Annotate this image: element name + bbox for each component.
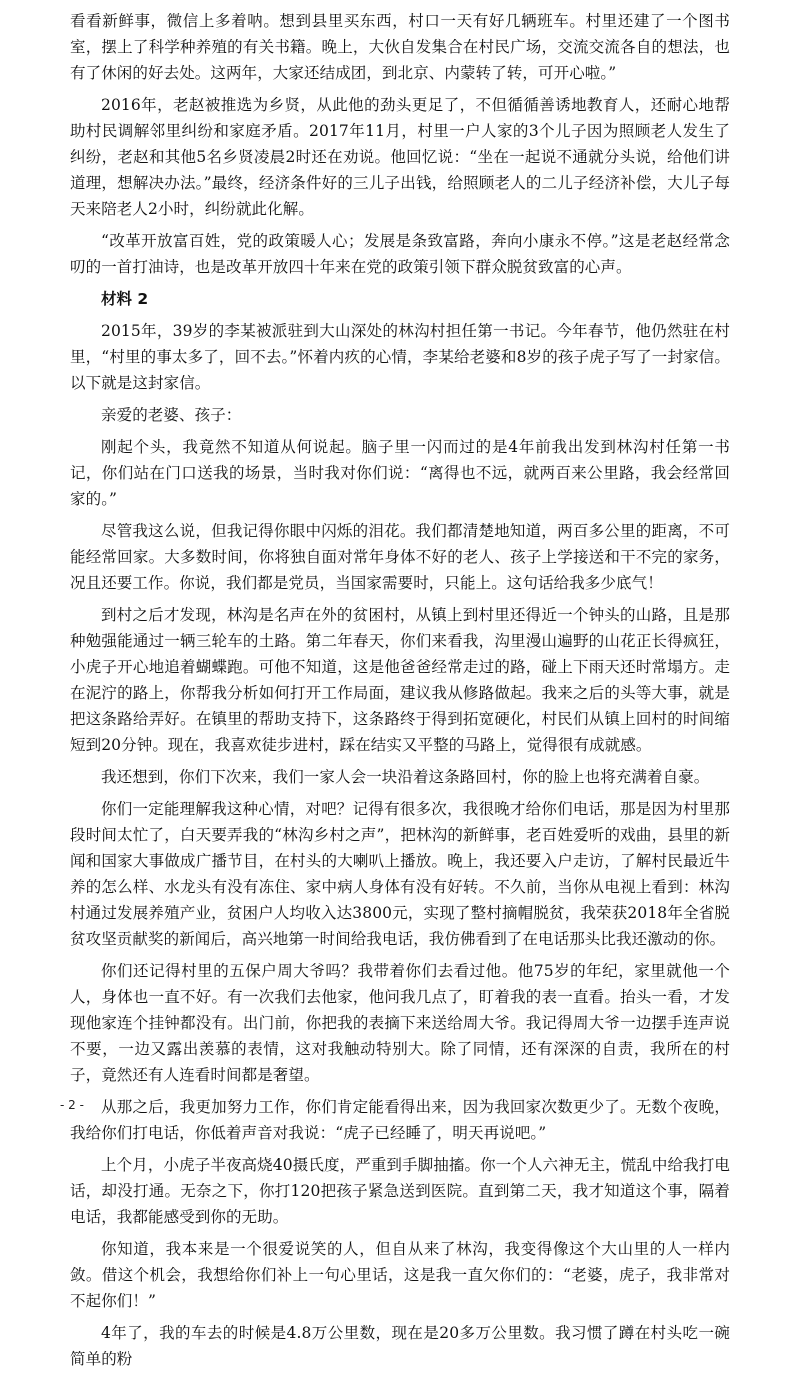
paragraph-continuation: 看看新鲜事，微信上多着呐。想到县里买东西，村口一天有好几辆班车。村里还建了一个图书室，摆上了科学种养殖的有关书籍。晚上，大伙自发集合在村民广场，交流交流各自的想法，也有了休闲的好去处。这两年，大家还结成团，到北京、内蒙转了转，可开心啦。”	[70, 12, 730, 82]
paragraph-doggerel-poem: “改革开放富百姓，党的政策暖人心；发展是条致富路，奔向小康永不停。”这是老赵经常念叨的一首打油诗，也是改革开放四十年来在党的政策引领下群众脱贫致富的心声。	[70, 232, 730, 276]
letter-salutation: 亲爱的老婆、孩子：	[101, 406, 242, 424]
letter-paragraph: 从那之后，我更加努力工作，你们肯定能看得出来，因为我回家次数更少了。无数个夜晚，我给你们打电话，你低着声音对我说：“虎子已经睡了，明天再说吧。”	[70, 1098, 730, 1142]
letter-paragraph: 到村之后才发现，林沟是名声在外的贫困村，从镇上到村里还得近一个钟头的山路，且是那种勉强能通过一辆三轮车的土路。第二年春天，你们来看我，沟里漫山遍野的山花正长得疯狂，小虎子开心地追着蝴蝶跑。可他不知道，这是他爸爸经常走过的路，碰上下雨天还时常塌方。走在泥泞的路上，你帮我分析如何打开工作局面，建议我从修路做起。我来之后的头等大事，就是把这条路给弄好。在镇里的帮助支持下，这条路终于得到拓宽硬化，村民们从镇上回村的时间缩短到20分钟。现在，我喜欢徒步进村，踩在结实又平整的马路上，觉得很有成就感。	[70, 606, 730, 754]
letter-paragraph: 你们还记得村里的五保户周大爷吗？我带着你们去看过他。他75岁的年纪，家里就他一个人，身体也一直不好。有一次我们去他家，他问我几点了，盯着我的表一直看。抬头一看，才发现他家连个挂钟都没有。出门前，你把我的表摘下来送给周大爷。我记得周大爷一边摆手连声说不要，一边又露出羡慕的表情，这对我触动特别大。除了同情，还有深深的自责，我所在的村子，竟然还有人连看时间都是奢望。	[70, 962, 730, 1084]
paragraph-intro: 2015年，39岁的李某被派驻到大山深处的林沟村担任第一书记。今年春节，他仍然驻在村里，“村里的事太多了，回不去。”怀着内疚的心情，李某给老婆和8岁的孩子虎子写了一封家信。以下就是这封家信。	[70, 322, 730, 392]
letter-paragraph: 我还想到，你们下次来，我们一家人会一块沿着这条路回村，你的脸上也将充满着自豪。	[101, 768, 710, 786]
letter-paragraph: 刚起个头，我竟然不知道从何说起。脑子里一闪而过的是4年前我出发到林沟村任第一书记，你们站在门口送我的场景，当时我对你们说：“离得也不远，就两百来公里路，我会经常回家的。”	[70, 438, 730, 508]
letter-paragraph: 尽管我这么说，但我记得你眼中闪烁的泪花。我们都清楚地知道，两百多公里的距离，不可能经常回家。大多数时间，你将独自面对常年身体不好的老人、孩子上学接送和干不完的家务，况且还要工作。你说，我们都是党员，当国家需要时，只能上。这句话给我多少底气！	[70, 522, 730, 592]
letter-paragraph: 你知道，我本来是一个很爱说笑的人，但自从来了林沟，我变得像这个大山里的人一样内敛。借这个机会，我想给你们补上一句心里话，这是我一直欠你们的：“老婆，虎子，我非常对不起你们！”	[70, 1240, 730, 1310]
letter-paragraph: 你们一定能理解我这种心情，对吧？记得有很多次，我很晚才给你们电话，那是因为村里那段时间太忙了，白天要弄我的“林沟乡村之声”，把林沟的新鲜事，老百姓爱听的戏曲，县里的新闻和国家大事做成广播节目，在村头的大喇叭上播放。晚上，我还要入户走访，了解村民最近牛养的怎么样、水龙头有没有冻住、家中病人身体有没有好转。不久前，当你从电视上看到：林沟村通过发展养殖产业，贫困户人均收入达3800元，实现了整村摘帽脱贫，我荣获2018年全省脱贫攻坚贡献奖的新闻后，高兴地第一时间给我电话，我仿佛看到了在电话那头比我还激动的你。	[70, 800, 730, 948]
letter-paragraph: 上个月，小虎子半夜高烧40摄氏度，严重到手脚抽搐。你一个人六神无主，慌乱中给我打电话，却没打通。无奈之下，你打120把孩子紧急送到医院。直到第二天，我才知道这个事，隔着电话，我都能感受到你的无助。	[70, 1156, 730, 1226]
letter-paragraph: 4年了，我的车去的时候是4.8万公里数，现在是20多万公里数。我习惯了蹲在村头吃一碗简单的粉	[70, 1324, 730, 1368]
page-number: - 2 -	[60, 1098, 84, 1112]
paragraph-village-elder: 2016年，老赵被推选为乡贤，从此他的劲头更足了，不但循循善诱地教育人，还耐心地帮助村民调解邻里纠纷和家庭矛盾。2017年11月，村里一户人家的3个儿子因为照顾老人发生了纠纷，老赵和其他5名乡贤凌晨2时还在劝说。他回忆说：“坐在一起说不通就分头说，给他们讲道理，想解决办法。”最终，经济条件好的三儿子出钱，给照顾老人的二儿子经济补偿，大儿子每天来陪老人2小时，纠纷就此化解。	[70, 96, 730, 218]
document-page	[70, 8, 730, 1378]
section-heading-material-2: 材料 2	[101, 290, 149, 308]
